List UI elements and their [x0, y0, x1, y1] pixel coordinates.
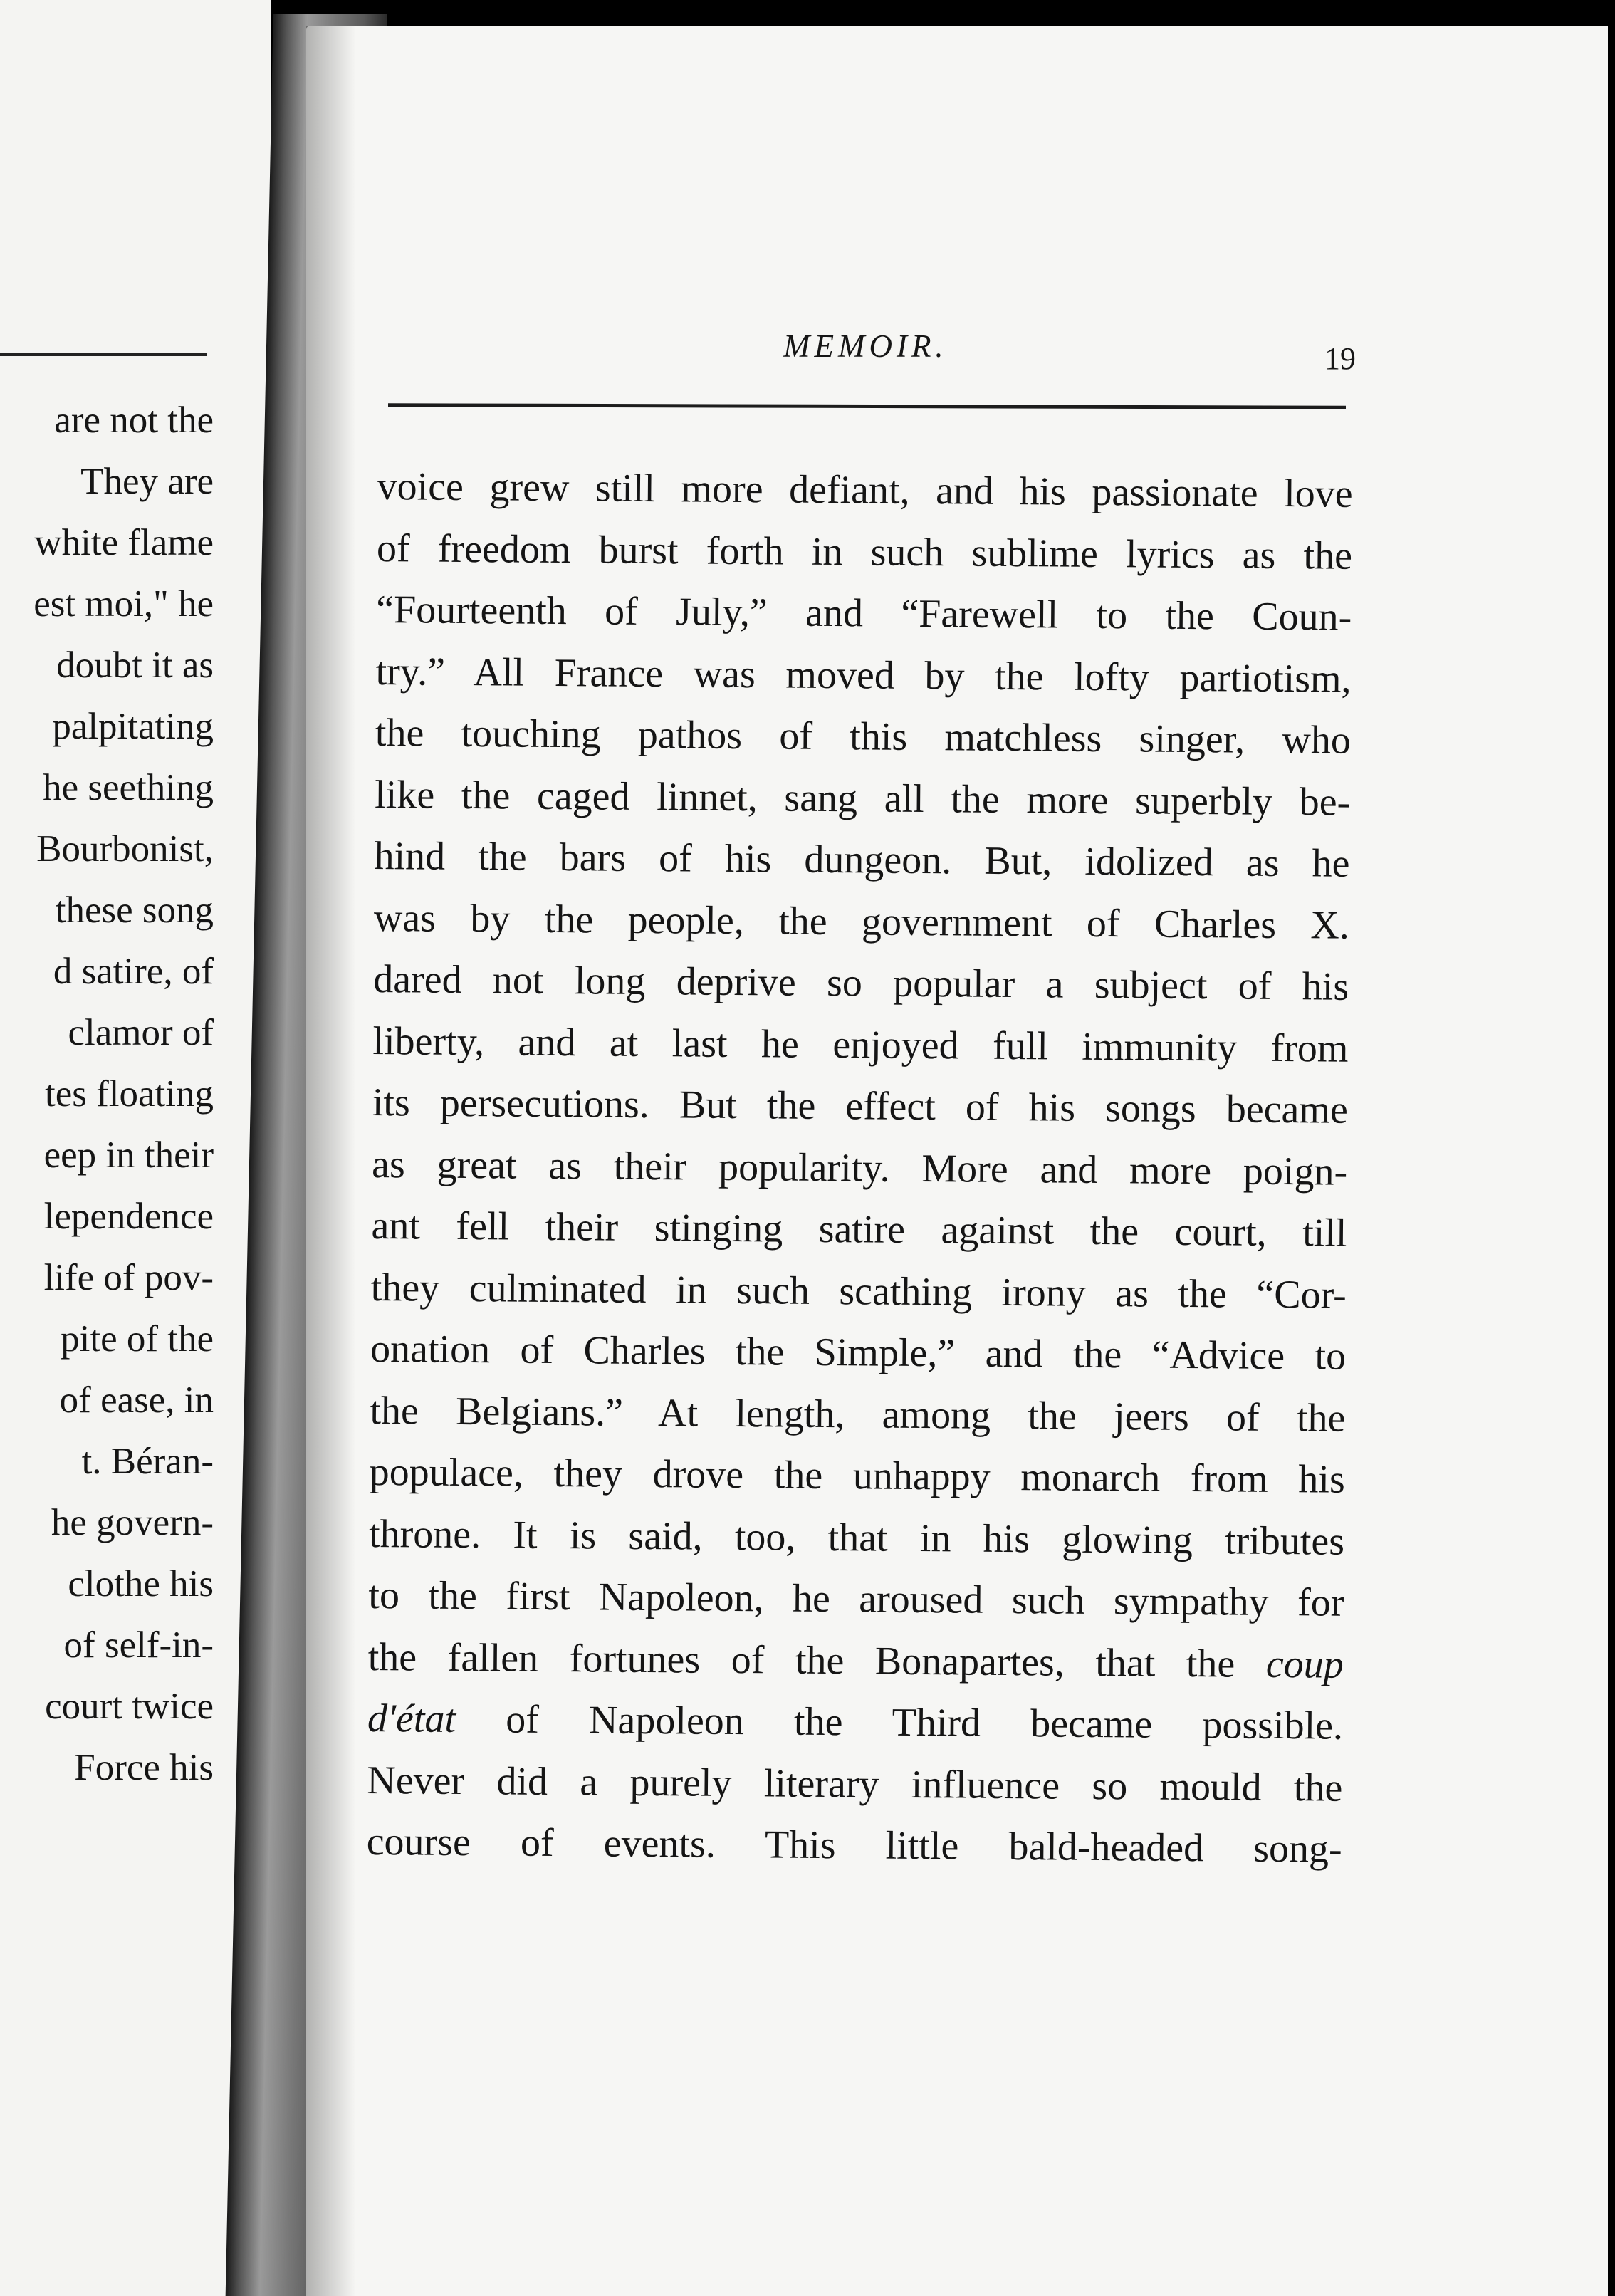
body-line: hind the bars of his dungeon. But, idolized as he	[374, 833, 1350, 886]
body-line: as great as their popularity. More and more poign-	[371, 1142, 1348, 1194]
italic-word: coup	[1265, 1642, 1344, 1687]
page-number: 19	[1324, 341, 1356, 376]
left-page-line: of ease, in	[59, 1379, 214, 1421]
left-page-header-rule	[0, 353, 207, 356]
body-line: like the caged linnet, sang all the more superbly be-	[375, 772, 1351, 825]
body-line: Never did a purely literary influence so mould the	[367, 1758, 1343, 1810]
body-line: voice grew still more defiant, and his passionate love	[377, 464, 1353, 516]
left-page-line: life of pov-	[43, 1257, 214, 1298]
left-page-line: he seething	[43, 767, 214, 808]
body-line: was by the people, the government of Charles X.	[373, 895, 1350, 948]
body-line: ant fell their stinging satire against the court, till	[371, 1203, 1347, 1256]
body-line: try.” All France was moved by the lofty partiotism,	[375, 649, 1352, 701]
body-line	[367, 1688, 1344, 1757]
left-page-line: t. Béran-	[81, 1441, 214, 1482]
left-page-line: these song	[55, 889, 214, 931]
left-page-line: lependence	[43, 1196, 214, 1237]
italic-word: d'état	[367, 1696, 456, 1741]
body-line: dared not long deprive so popular a subject of his	[372, 956, 1349, 1009]
body-line: onation of Charles the Simple,” and the “Advice to	[370, 1326, 1347, 1379]
left-page-line: d satire, of	[53, 951, 214, 992]
left-page-line: Force his	[74, 1747, 214, 1788]
body-line: “Fourteenth of July,” and “Farewell to the Coun-	[376, 587, 1352, 640]
body-line: liberty, and at last he enjoyed full immunity from	[372, 1018, 1349, 1071]
left-page-line: clamor of	[68, 1012, 214, 1053]
left-page-line: of self-in-	[63, 1624, 214, 1666]
left-page-line: eep in their	[43, 1134, 214, 1176]
body-line: the touching pathos of this matchless singer, who	[375, 710, 1352, 763]
left-page-line: pite of the	[61, 1318, 214, 1360]
left-page-line: white flame	[34, 522, 214, 563]
left-page-line: palpitating	[52, 706, 214, 747]
body-line	[367, 1626, 1344, 1695]
left-page-line: They are	[80, 461, 214, 502]
body-text	[366, 456, 1353, 1880]
left-page-line: he govern-	[51, 1502, 214, 1543]
left-page-line: are not the	[54, 400, 214, 441]
body-line: its persecutions. But the effect of his songs became	[372, 1080, 1349, 1132]
left-page-line: court twice	[45, 1686, 214, 1727]
left-page-line: Bourbonist,	[36, 828, 214, 870]
body-line: the Belgians.” At length, among the jeers of the	[370, 1388, 1346, 1441]
left-page-line: doubt it as	[56, 645, 214, 686]
running-head: MEMOIR.	[783, 328, 948, 364]
body-line: populace, they drove the unhappy monarch from his	[369, 1449, 1345, 1502]
left-page-line: est moi," he	[33, 583, 214, 625]
left-page-line: clothe his	[68, 1563, 214, 1604]
body-line: of freedom burst forth in such sublime lyrics as the	[376, 526, 1353, 578]
body-line-text: the fallen fortunes of the Bonapartes, that the	[367, 1634, 1235, 1686]
page-curve-shadow	[306, 26, 356, 2296]
body-line-text: of Napoleon the Third became possible.	[506, 1697, 1344, 1748]
left-page-line: tes floating	[45, 1073, 214, 1115]
body-line: to the first Napoleon, he aroused such sympathy for	[368, 1572, 1344, 1625]
body-line: throne. It is said, too, that in his glowing tributes	[368, 1511, 1345, 1564]
left-page	[0, 0, 271, 2296]
body-line: course of events. This little bald-headed song-	[366, 1819, 1342, 1872]
body-line: they culminated in such scathing irony as the “Cor-	[370, 1265, 1347, 1317]
